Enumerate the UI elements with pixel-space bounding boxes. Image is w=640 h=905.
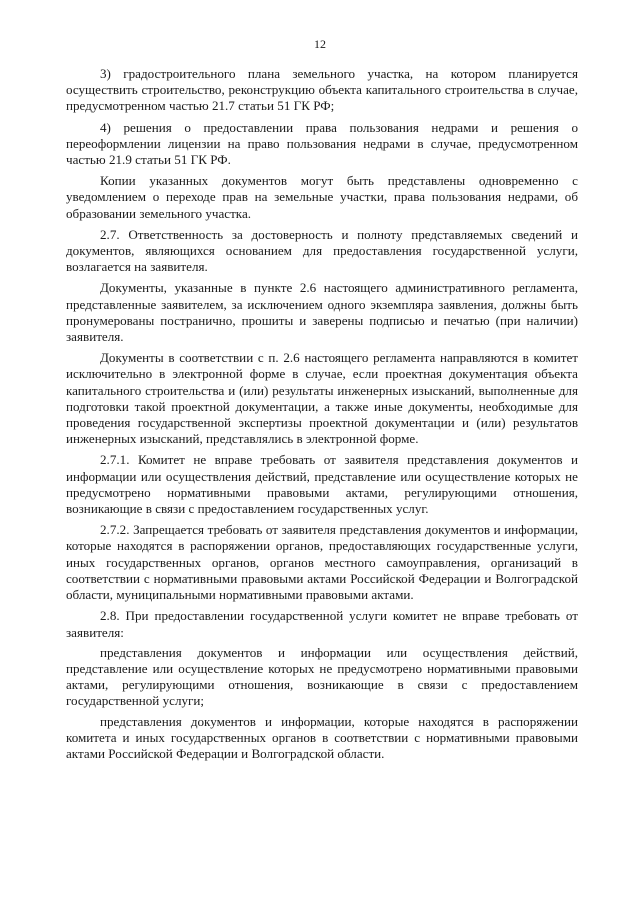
paragraph-copies: Копии указанных документов могут быть представлены одновременно с уведомлением о переходе прав на земельные участки, права пользования недрами, об образовании земельного участка.	[66, 173, 578, 221]
document-body	[66, 66, 578, 767]
paragraph-2-7-2: 2.7.2. Запрещается требовать от заявителя представления документов и информации, которые находятся в распоряжении органов, предоставляющих государственные услуги, иных государственных органов, органов местного самоуправления, организаций в соответствии с нормативными правовыми актами Российской Федерации и Волгоградской области, муниципальными нормативными правовыми актами.	[66, 522, 578, 603]
paragraph-2-8-item-1: представления документов и информации или осуществления действий, представление или осуществление которых не предусмотрено нормативными правовыми актами, регулирующими отношения, возникающие в связи с предоставлением государственной услуги;	[66, 644, 578, 709]
paragraph-2-7-1: 2.7.1. Комитет не вправе требовать от заявителя представления документов и информации или осуществления действий, представление или осуществление которых не предусмотрено нормативными правовыми актами, регулирующими отношения, возникающие в связи с предоставлением государственных услуг.	[66, 452, 578, 517]
paragraph-2-8: 2.8. При предоставлении государственной услуги комитет не вправе требовать от заявителя:	[66, 608, 578, 640]
paragraph-documents-numbered: Документы, указанные в пункте 2.6 настоящего административного регламента, представленные заявителем, за исключением одного экземпляра заявления, должны быть пронумерованы постранично, прошиты и заверены подписью и печатью (при наличии) заявителя.	[66, 280, 578, 345]
paragraph-2-8-item-2: представления документов и информации, которые находятся в распоряжении комитета и иных государственных органов в соответствии с нормативными правовыми актами Российской Федерации и Волгоградской области.	[66, 713, 578, 761]
paragraph-item-4-nedra: 4) решения о предоставлении права пользования недрами и решения о переоформлении лицензии на право пользования недрами в случае, предусмотренном частью 21.9 статьи 51 ГК РФ.	[66, 119, 578, 168]
paragraph-2-7: 2.7. Ответственность за достоверность и полноту представляемых сведений и документов, являющихся основанием для предоставления государственной услуги, возлагается на заявителя.	[66, 226, 578, 275]
paragraph-item-3-gradplan: 3) градостроительного плана земельного участка, на котором планируется осуществить строительство, реконструкцию объекта капитального строительства в случае, предусмотренном частью 21.7 статьи 51 ГК РФ;	[66, 66, 578, 114]
page-number: 12	[314, 37, 326, 51]
paragraph-electronic-form: Документы в соответствии с п. 2.6 настоящего регламента направляются в комитет исключительно в электронной форме в случае, если проектная документация объекта капитального строительства и (или) результаты инженерных изысканий, выполненные для подготовки такой проектной документации, а также иные документы, необходимые для проведения государственной экспертизы проектной документации и (или) результатов инженерных изысканий, представлялись в электронной форме.	[66, 350, 578, 447]
